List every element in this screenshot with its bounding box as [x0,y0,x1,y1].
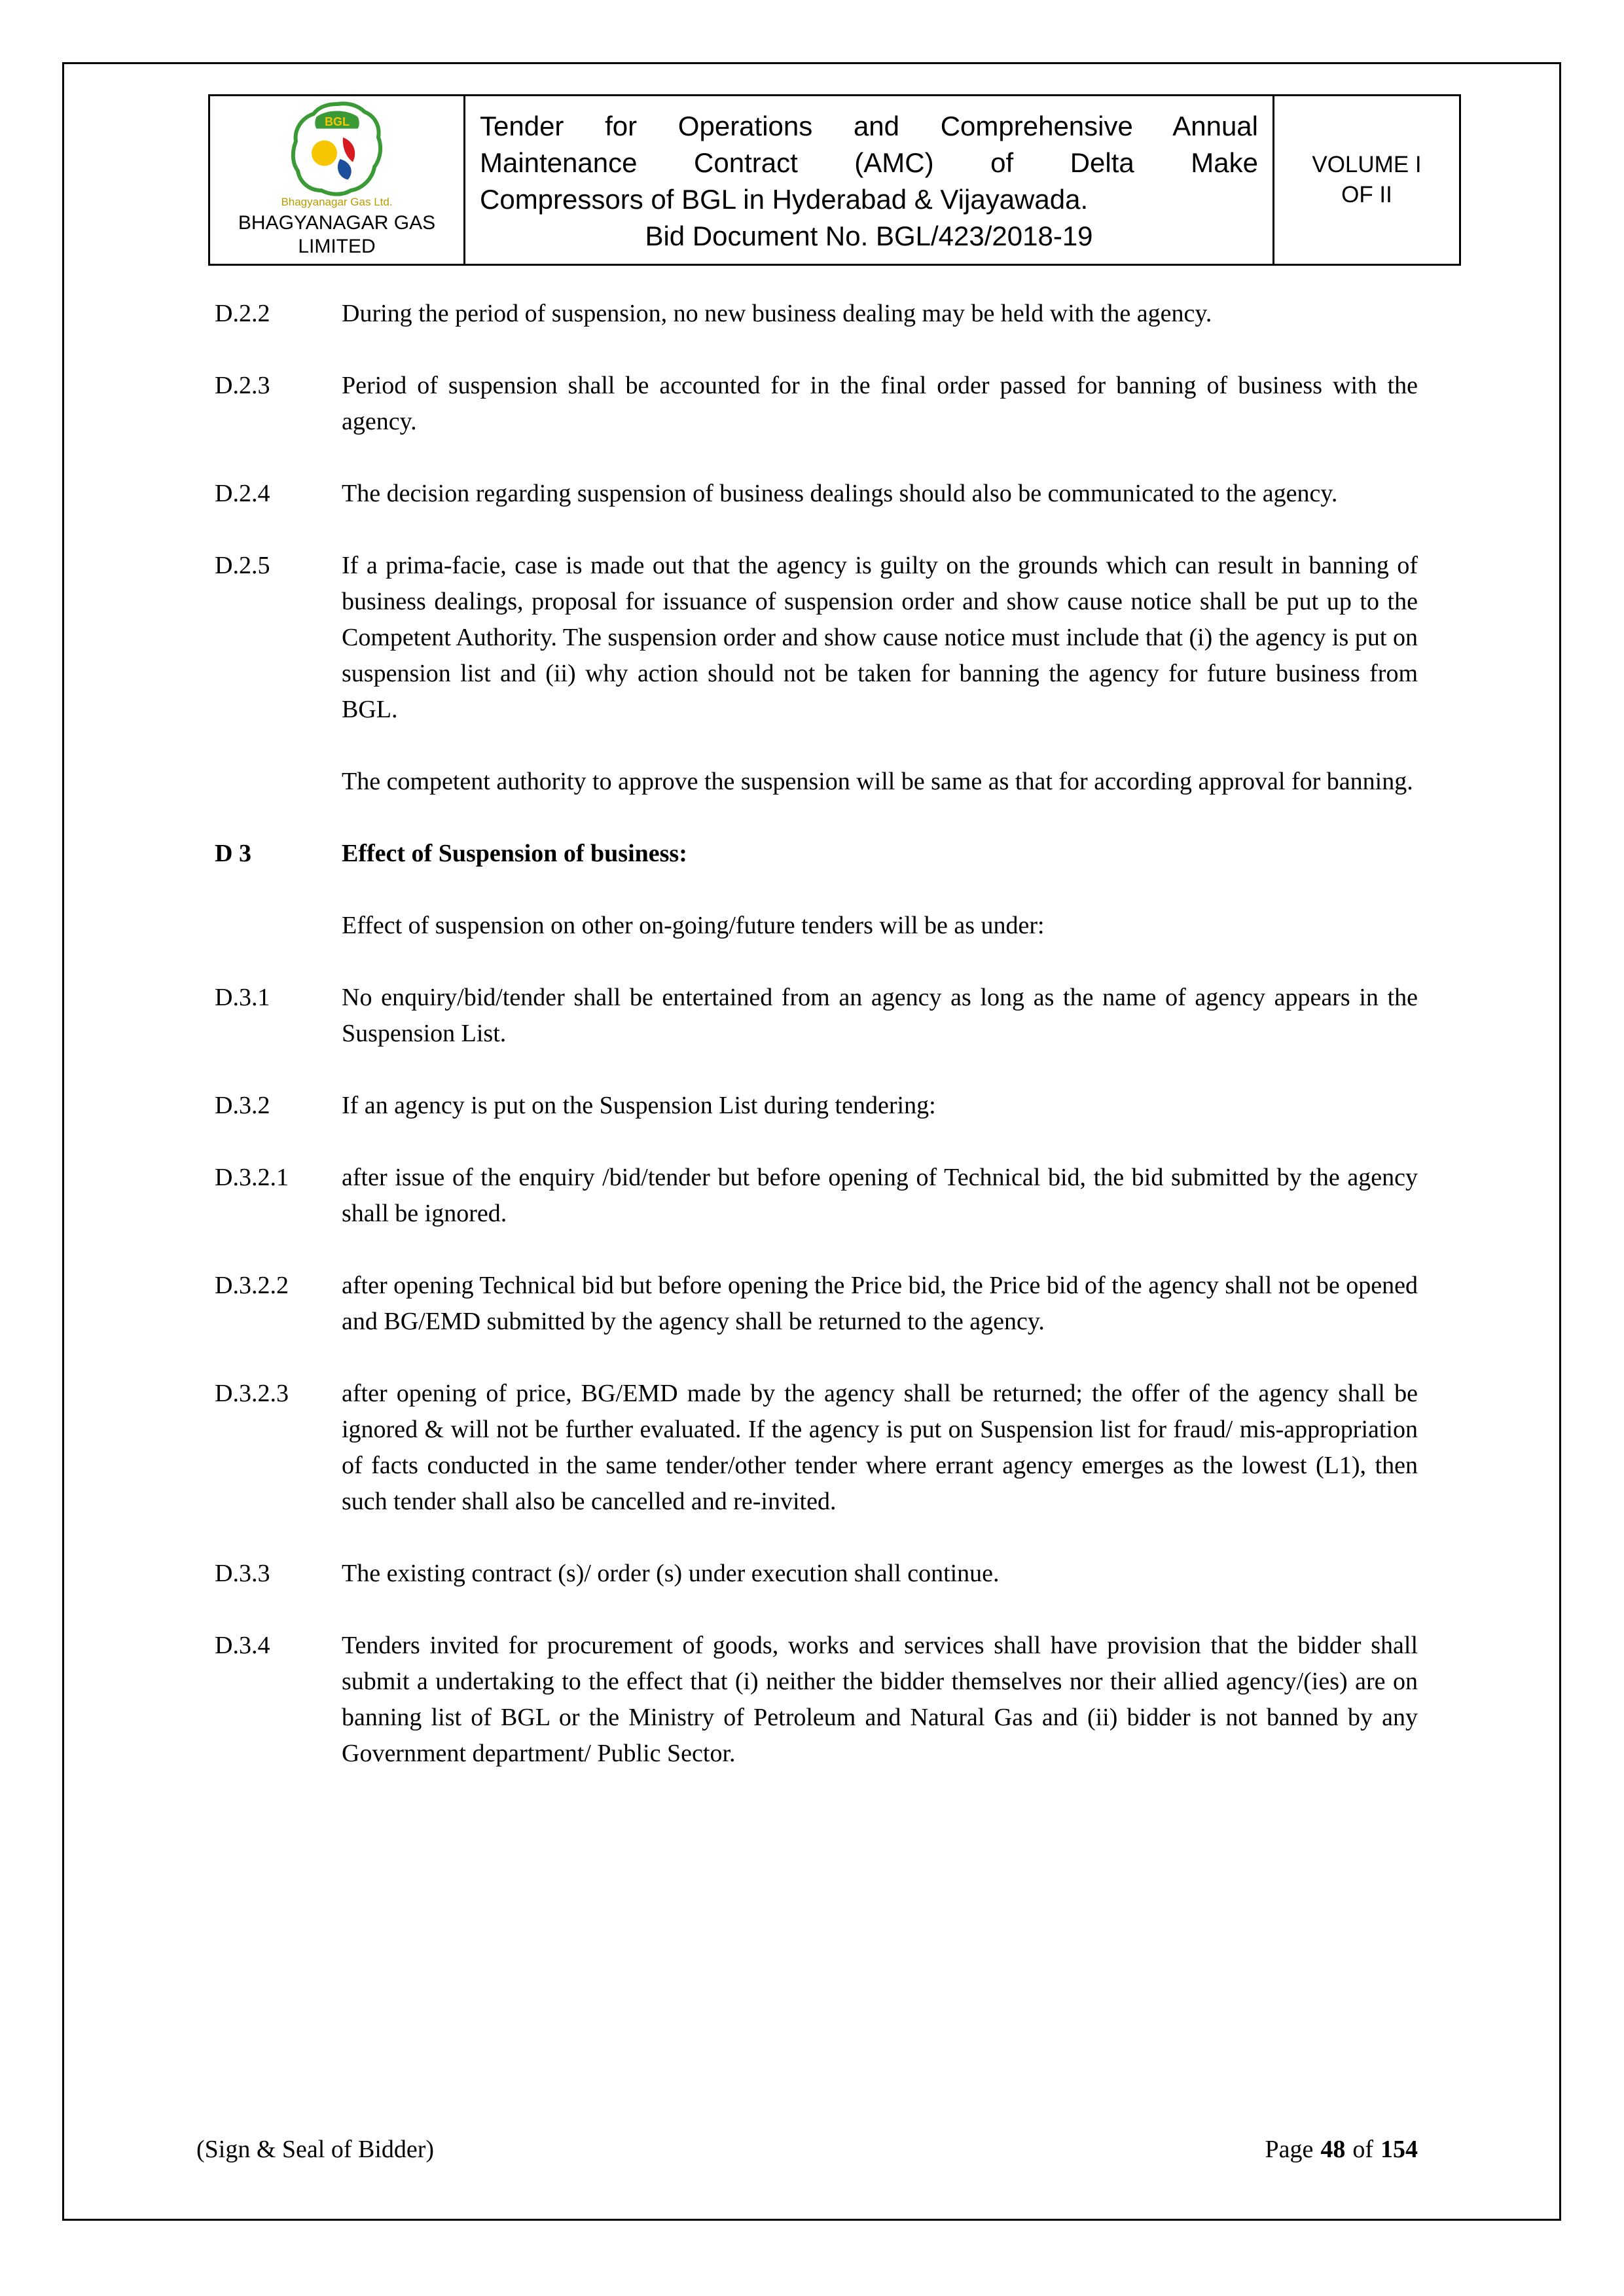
page-indicator [1265,2135,1418,2164]
clause-number: D.3.4 [215,1632,270,1659]
clause-row [215,1160,1418,1232]
clause-text: Period of suspension shall be accounted for in the final order passed for banning of business with the agency. [342,372,1418,435]
clause-row [215,368,1418,440]
clause-row [215,1556,1418,1592]
clause-number: D 3 [215,840,251,867]
page-number: 48 [1320,2136,1346,2163]
clause-text: Tenders invited for procurement of goods, works and services shall have provision that the bidder shall submit a undertaking to the effect that (i) neither the bidder themselves nor their allied agency/(ies) are on banning list of BGL or the Ministry of Petroleum and Natural Gas and (ii) bidder is not banned by any Government department/ Public Sector. [342,1632,1418,1767]
clause-row [215,1376,1418,1520]
clause-number: D.2.4 [215,480,270,507]
clause-number: D.3.2 [215,1092,270,1119]
volume-cell [1274,96,1459,264]
clause-row [215,908,1418,944]
clause-number: D.3.2.1 [215,1164,289,1191]
clause-number: D.3.2.3 [215,1380,289,1407]
clause-row [215,836,1418,872]
clause-text: after issue of the enquiry /bid/tender but before opening of Technical bid, the bid submitted by the agency shall be ignored. [342,1164,1418,1227]
org-name: BHAGYANAGAR GAS LIMITED [238,212,436,257]
logo-caption: Bhagyanagar Gas Ltd. [281,196,393,208]
clause-text: The decision regarding suspension of business dealings should also be communicated to the agency. [342,480,1338,507]
clause-number: D.2.3 [215,372,270,399]
clause-row [215,476,1418,512]
page-word: Page [1265,2136,1314,2163]
clause-text: No enquiry/bid/tender shall be entertained from an agency as long as the name of agency appears in the Suspension List. [342,984,1418,1047]
bid-document-number: Bid Document No. BGL/423/2018-19 [645,221,1093,251]
header-title-cell [465,96,1274,264]
clause-number: D.3.2.2 [215,1272,289,1299]
clause-text: If a prima-facie, case is made out that the agency is guilty on the grounds which can result in banning of business dealings, proposal for issuance of suspension order and show cause notice shall be put up to the Competent Authority. The suspension order and show cause notice must include that (i) the agency is put on suspension list and (ii) why action should not be taken for banning the agency for future business from BGL. [342,552,1418,723]
clause-row [215,296,1418,332]
logo-sun-shape [312,141,337,166]
page-total: 154 [1380,2136,1418,2163]
of-word: of [1352,2136,1373,2163]
clause-text: During the period of suspension, no new business dealing may be held with the agency. [342,300,1212,327]
clause-number: D.3.1 [215,984,270,1011]
clause-text: after opening of price, BG/EMD made by the agency shall be returned; the offer of the agency shall be ignored & will not be further evaluated. If the agency is put on Suspension list for fraud/ mis-appropriation of facts conducted in the same tender/other tender where errant agency emerges as the lowest (L1), then such tender shall also be cancelled and re-invited. [342,1380,1418,1515]
clause-text: after opening Technical bid but before opening the Price bid, the Price bid of the agency shall not be opened and BG/EMD submitted by the agency shall be returned to the agency. [342,1272,1418,1335]
page-footer [196,2135,1418,2164]
clause-row [215,1268,1418,1340]
clause-row [215,1088,1418,1124]
clause-text: If an agency is put on the Suspension List during tendering: [342,1092,936,1119]
clause-row [215,548,1418,728]
clause-text: The competent authority to approve the suspension will be same as that for according approval for banning. [342,768,1413,795]
clause-text: Effect of Suspension of business: [342,840,687,867]
header-title-line: Compressors of BGL in Hyderabad & Vijayawada. [480,184,1089,215]
clause-text: The existing contract (s)/ order (s) under execution shall continue. [342,1560,1000,1587]
logo-cell [210,96,465,264]
sign-seal-label: (Sign & Seal of Bidder) [196,2136,435,2163]
header-title-line: Maintenance Contract (AMC) of Delta Make [480,147,1258,178]
clause-number: D.2.5 [215,552,270,579]
clause-text: Effect of suspension on other on-going/future tenders will be as under: [342,912,1045,939]
logo-acronym: BGL [324,115,350,128]
clause-row [215,764,1418,800]
clause-number [215,764,342,800]
clause-number: D.2.2 [215,300,270,327]
volume-line: VOLUME I [1312,152,1422,177]
clause-row [215,980,1418,1052]
header-title-line: Tender for Operations and Comprehensive Annual [480,111,1258,141]
header-table [208,94,1461,266]
clause-list [215,296,1418,1772]
volume-line: OF II [1341,182,1392,207]
clause-number: D.3.3 [215,1560,270,1587]
clause-row [215,1628,1418,1772]
clause-number [215,908,342,944]
bgl-logo-icon [288,100,386,198]
